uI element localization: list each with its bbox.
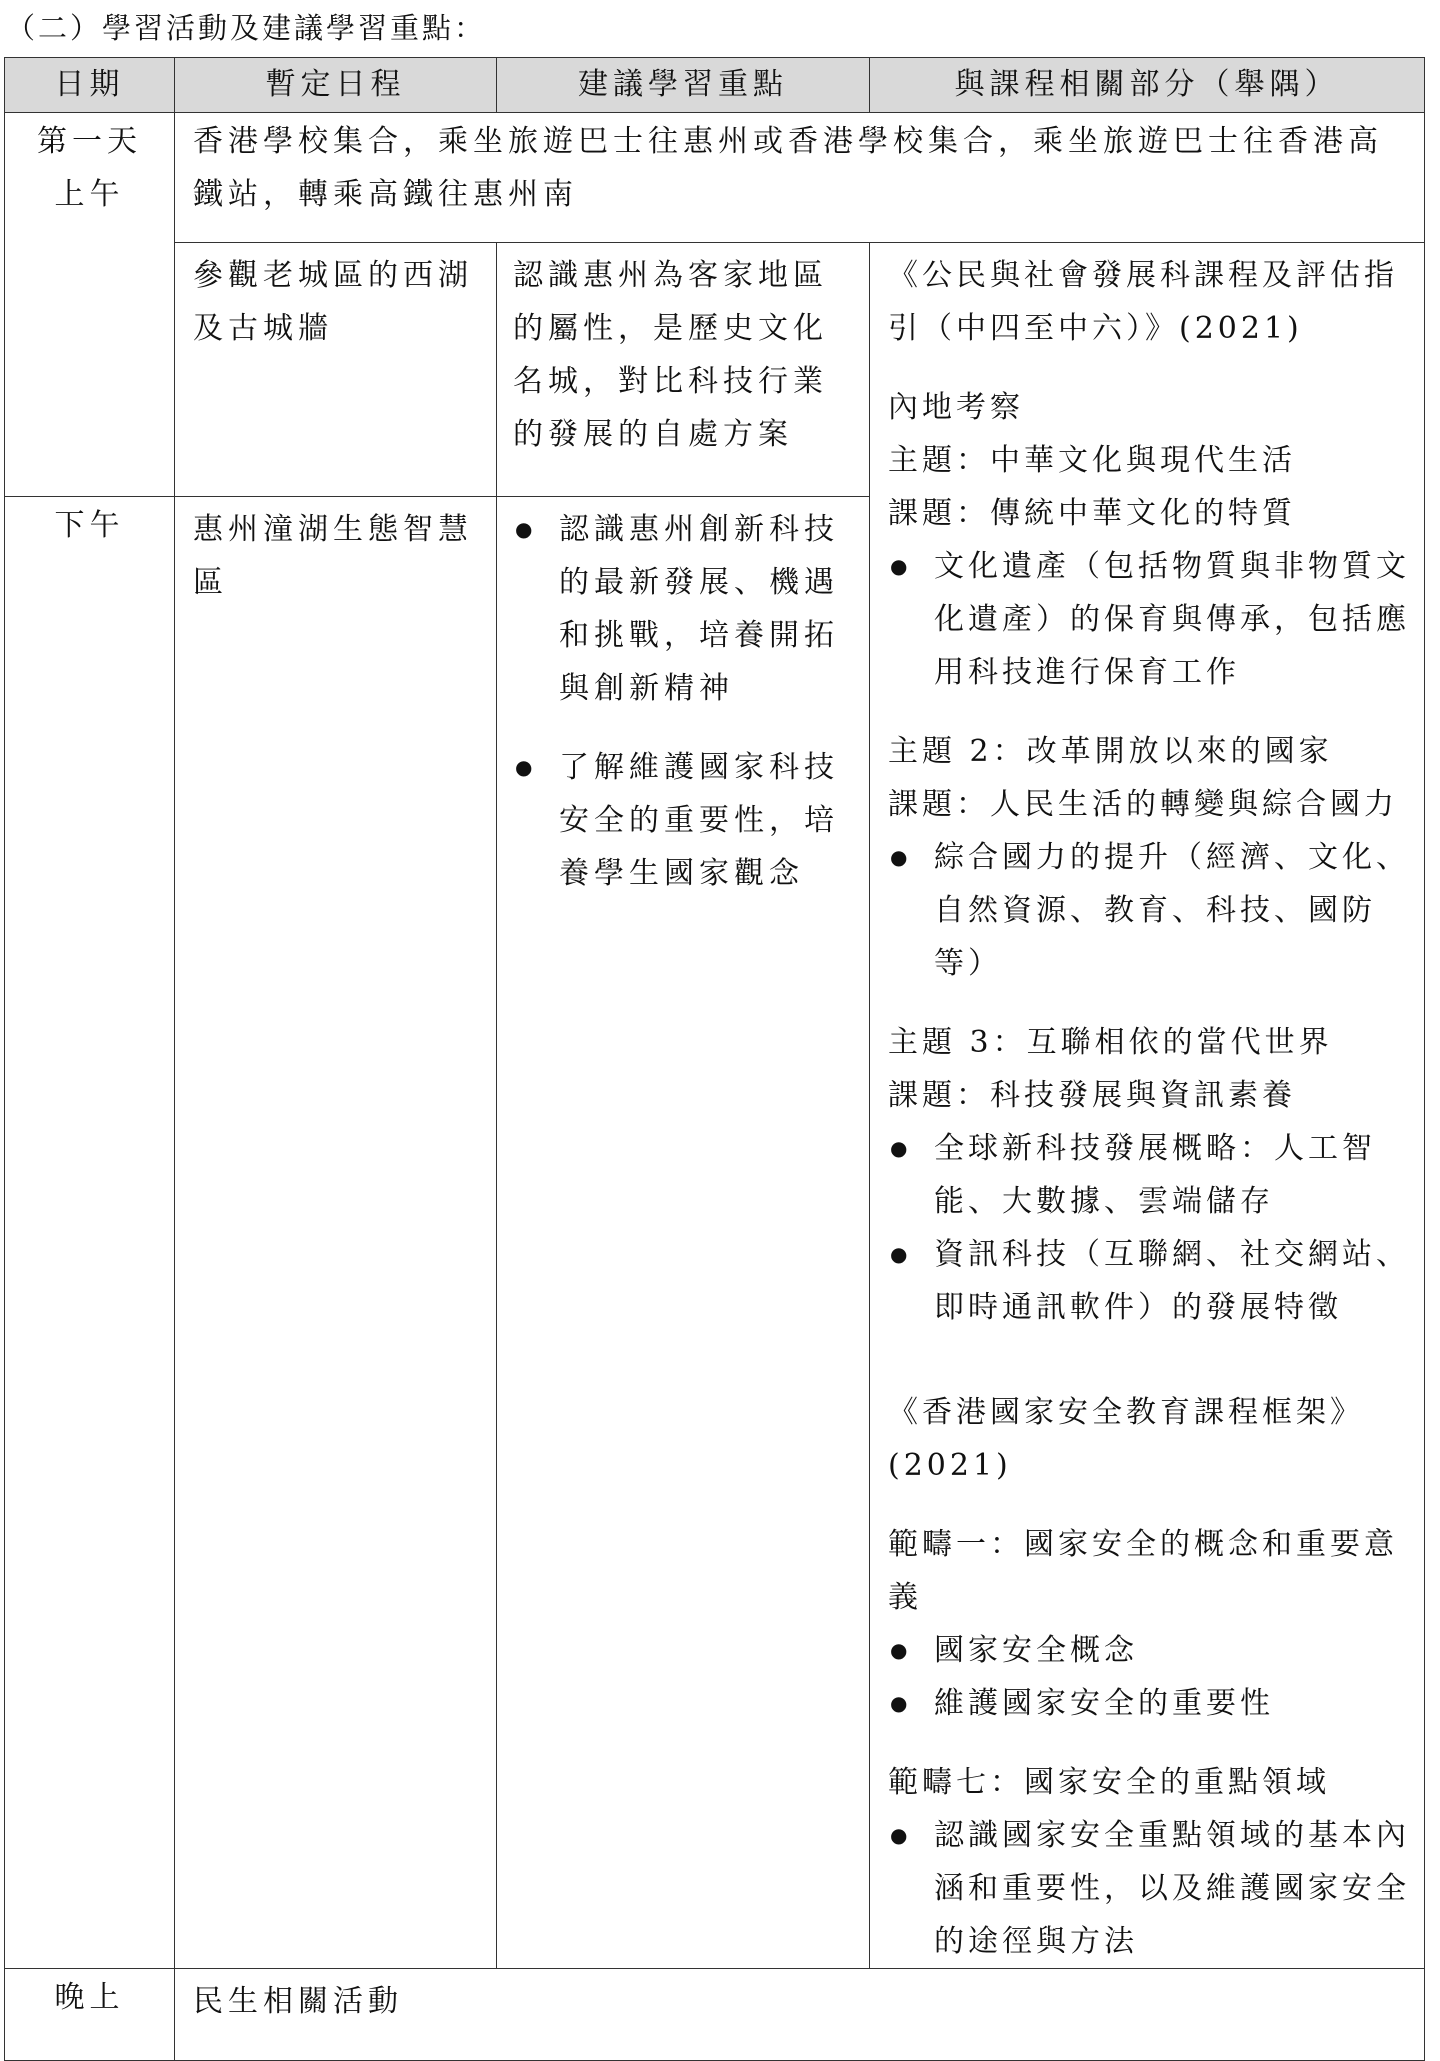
header-row: [5, 58, 1425, 113]
morning-row: [5, 243, 1425, 497]
morning-label: 上午: [54, 177, 125, 212]
evening-row: [5, 1969, 1425, 2061]
topic3: 課題：科技發展與資訊素養: [888, 1078, 1296, 1113]
topic1-points: [888, 540, 1416, 699]
list-item: ● 資訊科技（互聯網、社交網站、即時通訊軟件）的發展特徵: [888, 1228, 1416, 1334]
topic2-points: [888, 831, 1416, 990]
day-cell-morning: [5, 113, 175, 497]
list-item: ● 國家安全概念: [888, 1624, 1416, 1677]
section-title: （二）學習活動及建議學習重點：: [6, 11, 487, 45]
list-item: ● 維護國家安全的重要性: [888, 1677, 1416, 1730]
topic3-points: [888, 1122, 1416, 1334]
travel-row: [5, 113, 1425, 243]
header-curriculum-link: 與課程相關部分（舉隅）: [870, 58, 1425, 113]
domain7: 範疇七：國家安全的重點領域: [888, 1765, 1330, 1800]
schedule-table: [4, 57, 1425, 2061]
domain7-points: [888, 1809, 1416, 1968]
afternoon-focus: [497, 497, 870, 1969]
doc1-title: 《公民與社會發展科課程及評估指引（中四至中六）》(2021): [888, 258, 1398, 346]
morning-focus: 認識惠州為客家地區的屬性，是歷史文化名城，對比科技行業的發展的自處方案: [497, 243, 870, 497]
curriculum-cell: [870, 243, 1425, 1969]
list-item: ● 了解維護國家科技安全的重要性，培養學生國家觀念: [513, 741, 857, 900]
theme2: 主題 2：改革開放以來的國家: [888, 734, 1333, 769]
doc1-sub: 內地考察: [888, 390, 1024, 425]
evening-label: 晚上: [5, 1969, 175, 2061]
header-date: 日期: [5, 58, 175, 113]
doc2-title: 《香港國家安全教育課程框架》(2021): [888, 1395, 1364, 1483]
list-item: ● 文化遺產（包括物質與非物質文化遺產）的保育與傳承，包括應用科技進行保育工作: [888, 540, 1416, 699]
day-label: 第一天: [37, 124, 142, 159]
afternoon-focus-list: [513, 503, 857, 900]
topic1: 課題：傳統中華文化的特質: [888, 496, 1296, 531]
domain1-points: [888, 1624, 1416, 1730]
list-item: ● 認識惠州創新科技的最新發展、機遇和挑戰，培養開拓與創新精神: [513, 503, 857, 715]
theme3: 主題 3：互聯相依的當代世界: [888, 1025, 1333, 1060]
afternoon-plan: 惠州潼湖生態智慧區: [175, 497, 497, 1969]
header-learning-focus: 建議學習重點: [497, 58, 870, 113]
list-item: ● 綜合國力的提升（經濟、文化、自然資源、教育、科技、國防等）: [888, 831, 1416, 990]
theme1: 主題：中華文化與現代生活: [888, 443, 1296, 478]
topic2: 課題：人民生活的轉變與綜合國力: [888, 787, 1398, 822]
domain1: 範疇一：國家安全的概念和重要意義: [888, 1527, 1398, 1615]
morning-plan: 參觀老城區的西湖及古城牆: [175, 243, 497, 497]
travel-text: 香港學校集合，乘坐旅遊巴士往惠州或香港學校集合，乘坐旅遊巴士往香港高鐵站，轉乘高鐵往惠州南: [175, 113, 1425, 243]
list-item: ● 全球新科技發展概略：人工智能、大數據、雲端儲存: [888, 1122, 1416, 1228]
header-schedule: 暫定日程: [175, 58, 497, 113]
list-item: ● 認識國家安全重點領域的基本內涵和重要性，以及維護國家安全的途徑與方法: [888, 1809, 1416, 1968]
afternoon-label: 下午: [5, 497, 175, 1969]
evening-plan: 民生相關活動: [175, 1969, 1425, 2061]
